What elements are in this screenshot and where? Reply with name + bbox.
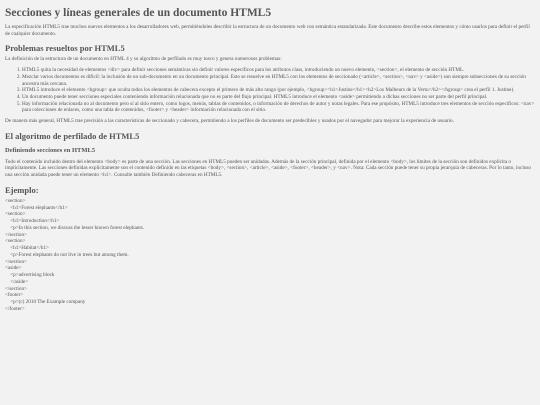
list-item: 2. Mezclar varios documentos es difícil: la inclusión de un sub-documento en un documento principal. Esto se resuelve en HTML5 con los elementos de seccionado (<article>, <section>, <nav> y <aside>) son siempre subsecciones de su sección ancestra más cercana. — [22, 74, 535, 87]
problems-list — [5, 67, 535, 114]
section-heading-algorithm: El algoritmo de perfilado de HTML5 — [5, 130, 140, 141]
problems-paragraph: La definición de la estructura de un documento en HTML 4 y su algoritmo de perfilado es muy tosco y genera numerosos problemas: — [5, 56, 282, 63]
intro-paragraph: La especificación HTML5 trae muchos nuevos elementos a los desarrolladores web, permitiéndoles describir la estructura de un documento web con semántica estandarizada. Este documento describe estos elementos y cómo usarlos para definir el perfil de cualquier documento. — [5, 24, 530, 37]
page-title: Secciones y líneas generales de un documento HTML5 — [5, 7, 272, 19]
sections-paragraph: Todo el contenido incluido dentro del elemento <body> es parte de una sección. Las secciones en HTML5 pueden ser anidadas. Además de la sección principal, definida por el elemento <body>, los límites de la sección son definidos explícita o implícitamente. Las secciones definidas explícitamente son el contenido definido en las etiquetas <body>, <section>, <article>, <aside>, <footer>, <header>, y <nav>. Nota: Cada sección puede tener su propia jerarquía de cabeceras. Por lo tanto, incluso una sección anidada puede tener un elemento <h1>. Consulte también Definiendo cabeceras en HTML5. — [5, 158, 531, 179]
list-item: 3. HTML5 introduce el elemento <hgroup> que oculta todos los elementos de cabecera excepto el primero de más alto rango (por ejemplo, <hgroup><h1>Justine</h1><h2>Los Malheurs de la Vertu</h2></hgroup> crea el perfil 1. Justine). — [22, 87, 535, 94]
closing-paragraph: De manera más general, HTML5 trae precisión a las características de seccionado y cabecera, permitiendo a los perfiles de documento ser predecibles y usados por el navegador para mejorar la experiencia de usuario. — [5, 118, 454, 125]
example-heading: Ejemplo: — [5, 184, 39, 195]
list-item: 5. Hay información relacionada no al documento pero sí al sitio entero, como logos, menús, tablas de contenidos, o información de derechos de autor y notas legales. Para ese propósito, HTML5 introduce tres elementos de sección específicos: <nav> para colecciones de enlaces, como una tabla de contenidos, <footer> y <header> información relacionada con el sitio. — [22, 101, 535, 114]
section-heading-problems: Problemas resueltos por HTML5 — [5, 43, 125, 54]
code-example: <section> <h1>Forest elephants</h1> <section> <h1>Introduction</h1> <p>In this section, we discuss the lesser known forest elephants. </section> <section> <h1>Habitat</h1> <p>Forest elephants do not live in trees but among them. </section> <aside> <p>advertising block </aside> </section> <footer> <p>(c) 2010 The Example company </footer> — [5, 197, 145, 312]
list-item: 1. HTML5 quita la necesidad de elementos <div> para definir secciones semánticas sin definir valores específicos para los atributos class, introduciendo un nuevo elemento, <section>, el elemento de sección HTML. — [22, 67, 535, 74]
list-item: 4. Un documento puede tener secciones especiales conteniendo información relacionada que no es parte del flujo principal. HTML5 introduce el elemento <aside> permitiendo a dichas secciones no ser parte del perfil principal. — [22, 94, 535, 101]
subheading-defining-sections: Definiendo secciones en HTML5 — [5, 146, 96, 154]
